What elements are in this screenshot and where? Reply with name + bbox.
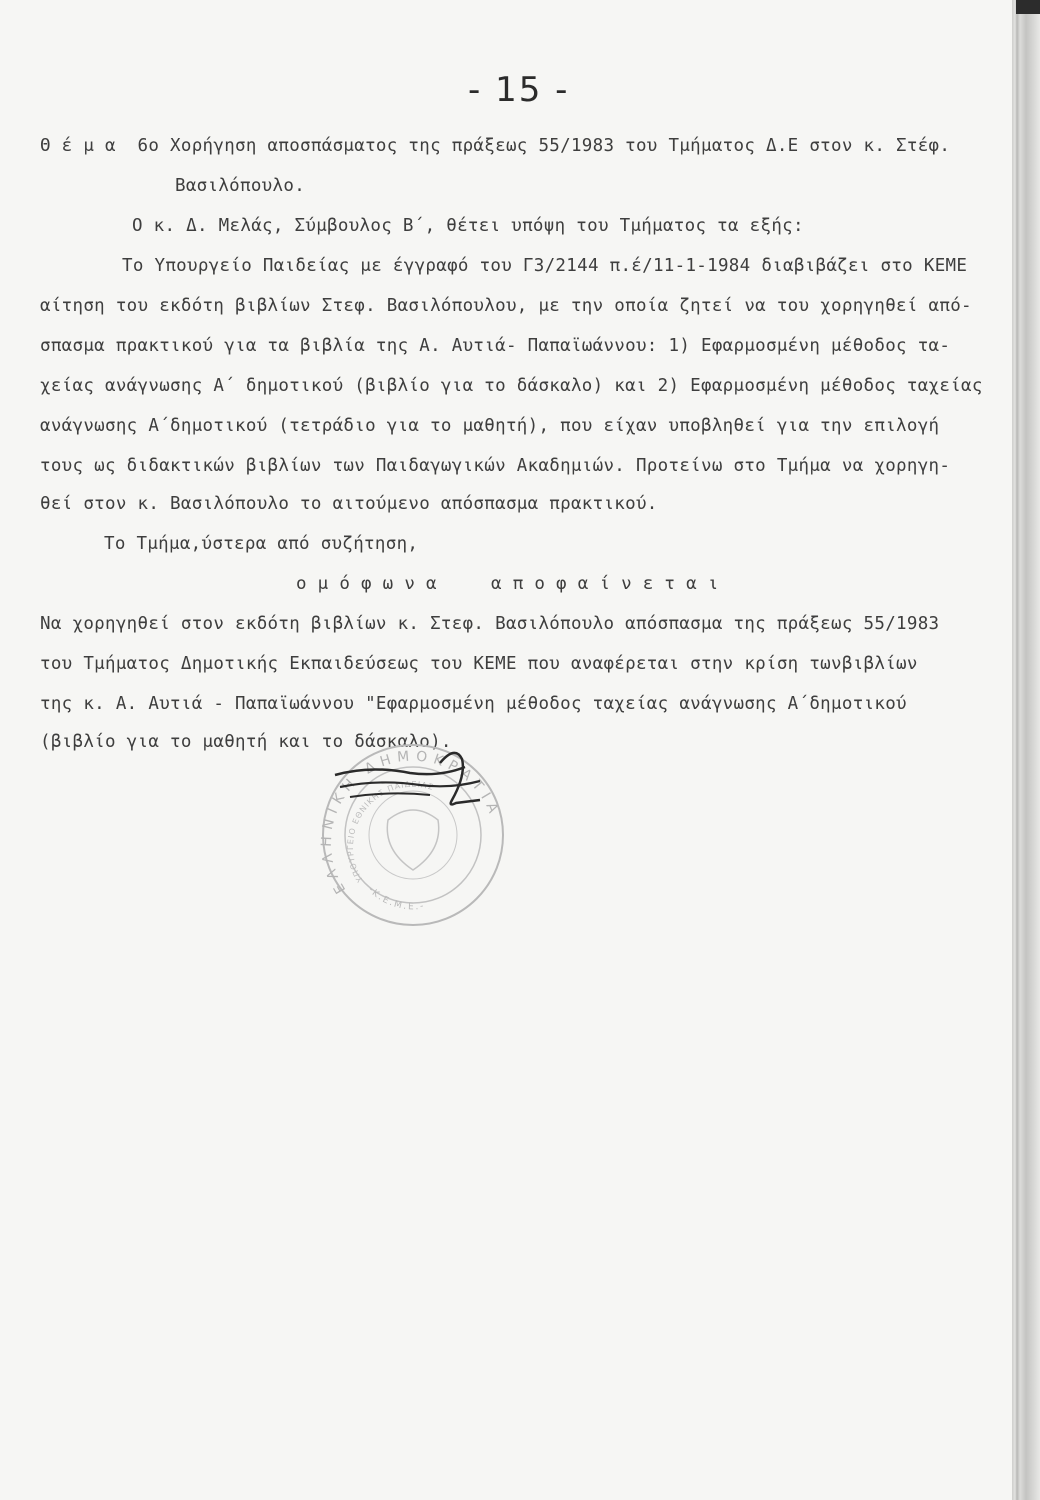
- page-number: - 15 -: [468, 70, 570, 110]
- body-line: σπασμα πρακτικού για τα βιβλία της Α. Αυτιά- Παπαϊωάννου: 1) Εφαρμοσμένη μέθοδος τα-: [40, 336, 951, 356]
- body-line: ανάγνωσης Α΄δημοτικού (τετράδιο για το μαθητή), που είχαν υποβληθεί για την επιλογή: [40, 416, 940, 436]
- page-corner: [1016, 0, 1040, 14]
- page-edge: [1012, 0, 1040, 1500]
- discussion-line: Το Τμήμα,ύστερα από συζήτηση,: [104, 534, 419, 554]
- seal-outer-text: ΕΛΛΗΝΙΚΗ ΔΗΜΟΚΡΑΤΙΑ: [318, 748, 504, 897]
- decision-line: (βιβλίο για το μαθητή και το δάσκαλο).: [40, 732, 452, 752]
- subject-line-cont: Βασιλόπουλο.: [175, 176, 306, 196]
- decision-line: Να χορηγηθεί στον εκδότη βιβλίων κ. Στεφ. Βασιλόπουλο απόσπασμα της πράξεως 55/1983: [40, 614, 940, 634]
- seal-inner-text: ΥΠΟΥΡΓΕΙΟ ΕΘΝΙΚΗΣ ΠΑΙΔΕΙΑΣ: [345, 779, 436, 884]
- body-line: θεί στον κ. Βασιλόπουλο το αιτούμενο απόσπασμα πρακτικού.: [40, 494, 658, 514]
- decision-line: του Τμήματος Δημοτικής Εκπαιδεύσεως του ΚΕΜΕ που αναφέρεται στην κρίση τωνβιβλίων: [40, 654, 918, 674]
- svg-text:-Κ.Ε.Μ.Ε.-: [366, 885, 426, 912]
- decision-heading: ο μ ό φ ω ν α α π ο φ α ί ν ε τ α ι: [296, 574, 719, 594]
- handwritten-signature: [330, 745, 490, 815]
- body-line: Το Υπουργείο Παιδείας με έγγραφό του Γ3/2144 π.έ/11-1-1984 διαβιβάζει στο ΚΕΜΕ: [122, 256, 968, 276]
- body-line: τους ως διδακτικών βιβλίων των Παιδαγωγικών Ακαδημιών. Προτείνω στο Τμήμα να χορηγη-: [40, 456, 951, 476]
- intro-line: Ο κ. Δ. Μελάς, Σύμβουλος Β΄, θέτει υπόψη του Τμήματος τα εξής:: [132, 216, 804, 236]
- decision-line: της κ. Α. Αυτιά - Παπαϊωάννου "Εφαρμοσμένη μέθοδος ταχείας ανάγνωσης Α΄δημοτικού: [40, 694, 907, 714]
- body-line: αίτηση του εκδότη βιβλίων Στεφ. Βασιλόπουλου, με την οποία ζητεί να του χορηγηθεί από-: [40, 296, 972, 316]
- body-line: χείας ανάγνωσης Α΄ δημοτικού (βιβλίο για το δάσκαλο) και 2) Εφαρμοσμένη μέθοδος ταχείας: [40, 376, 983, 396]
- subject-line: Θ έ μ α 6ο Χορήγηση αποσπάσματος της πράξεως 55/1983 του Τμήματος Δ.Ε στον κ. Στέφ.: [40, 136, 951, 156]
- seal-bottom-text: -Κ.Ε.Μ.Ε.-: [365, 884, 427, 913]
